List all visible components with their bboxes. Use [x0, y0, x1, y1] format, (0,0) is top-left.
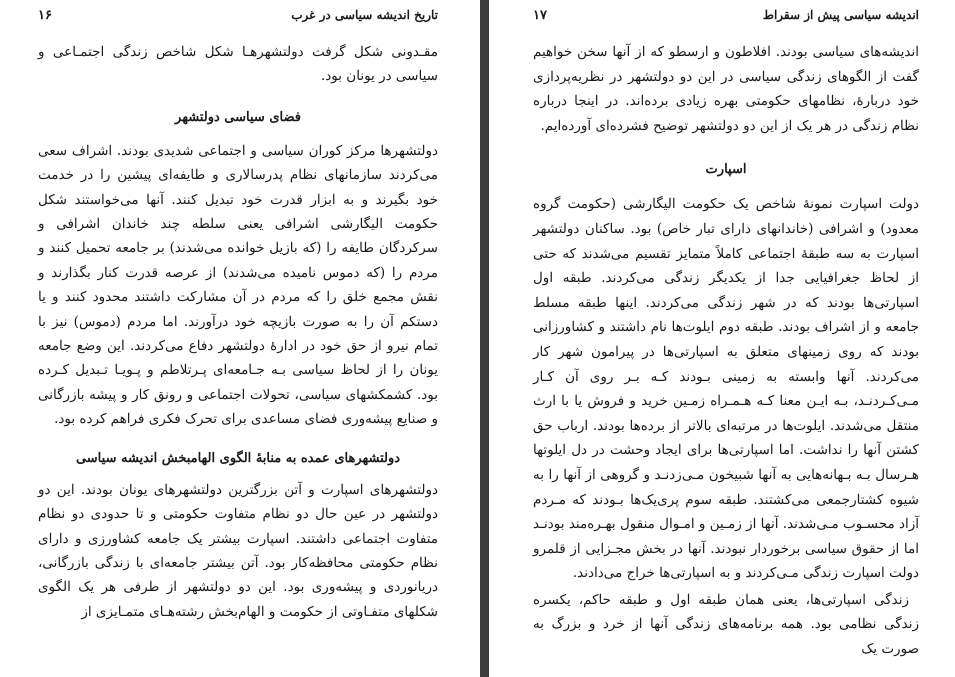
- section-heading: فضای سیاسی دولتشهر: [175, 109, 301, 125]
- header-title: اندیشه سیاسی پیش از سقراط: [762, 8, 919, 22]
- right-page: [489, 0, 955, 677]
- paragraph: دولتشهرهای اسپارت و آتن بزرگترین دولتشهرهای یونان بودند. این دو دولتشهر در عین حال دو نظام متفاوت حکومتی و تا حدودی دو نظام متفاوت اجتماعی داشتند. اسپارت بیشتر یک جامعه کشاورزی و دارای نظام حکومتی محافظه‌کار بود. آتن بیشتر جامعه‌ای با زندگی بازرگانی، دریانوردی و پیشه‌وری بود. این دو دولتشهر از طرفی هر یک الگوی شکلهای متفـاوتی از حکومت و الهام‌بخش رشته‌هـای متمـایزی از: [38, 481, 438, 620]
- paragraph: زندگی اسپارتی‌ها، یعنی همان طبقه اول و طبقه حاکم، یکسره زندگی نظامی بود. همه برنامه‌های زندگی آنها از خرد و بزرگ به صورت یک: [533, 591, 919, 658]
- page-number: ۱۷: [533, 8, 547, 23]
- section-heading: دولتشهرهای عمده به منابهٔ الگوی الهامبخش اندیشه سیاسی: [75, 450, 401, 466]
- paragraph: اندیشه‌های سیاسی بودند. افلاطون و ارسطو که از آنها سخن خواهیم گفت از الگوهای زندگی سیاسی در این دو دولتشهر در نظریه‌پردازی خود دربارهٔ، نظامهای حکومتی بهره زیادی برده‌اند. در اینجا درباره نظام زندگی در هر یک از این دو دولتشهر توضیح فشرده‌ای آورده‌ایم.: [533, 44, 919, 134]
- paragraph: مقـدونی شکل گرفت دولتشهرهـا شکل شاخص زندگی اجتمـاعی و سیاسی در یونان بود.: [38, 44, 438, 85]
- page-number: ۱۶: [38, 8, 52, 23]
- header-title: تاریخ اندیشه سیاسی در غرب: [291, 8, 438, 22]
- page-header: [533, 8, 919, 30]
- page-header: [38, 8, 438, 30]
- book-gutter: [480, 0, 489, 677]
- paragraph: دولت اسپارت نمونهٔ شاخص یک حکومت الیگارشی (حکومت گروه معدود) و اشرافی (خاندانهای دارای تبار خاص) بود. ساکنان دولتشهر اسپارت به سه طبقهٔ اجتماعی کاملاً متمایز تقسیم می‌شدند که حتی از لحاظ جغرافیایی جدا از یکدیگر زندگی می‌کردند. طبقه اول اسپارتی‌ها بودند که در شهر زندگی می‌کردند. اینها طبقه مسلط جامعه و از اشراف بودند. طبقه دوم ایلوت‌ها نام داشتند و کشاورزانی بودند که روی زمینهای متعلق به اسپارتی‌ها در پیرامون شهر کار می‌کردند. آنها وابسته به زمینی بـودند کـه بـر روی آن کـار مـی‌کـردنـد، بـه ایـن معنا کـه هـمـراه زمـین خرید و فروش یا با ارث منتقل می‌شدند. ایلوت‌ها در مرتبه‌ای بالاتر از برده‌ها بودند. ارباب حق کشتن آنها را نداشت. اما اسپارتی‌ها برای ایجاد وحشت در دل ایلوتها هـرسال بـه بـهانه‌هایی به آنها شبیخون مـی‌زدنـد و گروهی از آنها را به شیوه کشتارجمعی می‌کشتند. طبقه سوم پری‌یک‌ها بـودند که مـردم آزاد محسـوب مـی‌شدند. آنها از زمـین و امـوال منقول بهـره‌مند بودنـد اما از حقوق سیاسی برخوردار نبودند. آنها در بخش مجـزایی از قلمرو دولت اسپارت زندگی مـی‌کردند و به اسپارتی‌ها خراج می‌دادند.: [532, 196, 919, 582]
- paragraph: دولتشهرها مرکز کوران سیاسی و اجتماعی شدیدی بودند. اشراف سعی می‌کردند سازمانهای نظام پدرسالاری و طایفه‌ای پیشین را در خدمت خود بگیرند و به ابزار قدرت خود تبدیل کنند. آنها می‌خواستند شکل حکومت الیگارشی اشرافی یعنی سلطه چند خاندان اشرافی و سرکردگان طایفه را (که بازیل خوانده می‌شدند) بر جامعه تحمیل کنند و مردم را (که دموس نامیده می‌شدند) از عرصه قدرت کنار بگذارند و نقش مجمع خلق را که مردم در آن مشارکت داشتند محدود کنند و یا دستکم آن را به صورت بازیچه خود درآورند. اما مردم (دموس) نیز با تمام نیرو از حق خود در ادارهٔ دولتشهر دفاع می‌کردند. این وضع جامعه یونان را از لحاظ سیاسی بـه جـامعه‌ای پـرتلاطم و پـویـا تـبدیل کـرده بود. کشمکشهای سیاسی، تحولات اجتماعی و رونق کار و پیشه بازرگانی و صنایع پیشه‌وری فضای مساعدی برای تحرک فکری فراهم کرده بود.: [38, 142, 438, 428]
- section-heading: اسپارت: [705, 162, 747, 178]
